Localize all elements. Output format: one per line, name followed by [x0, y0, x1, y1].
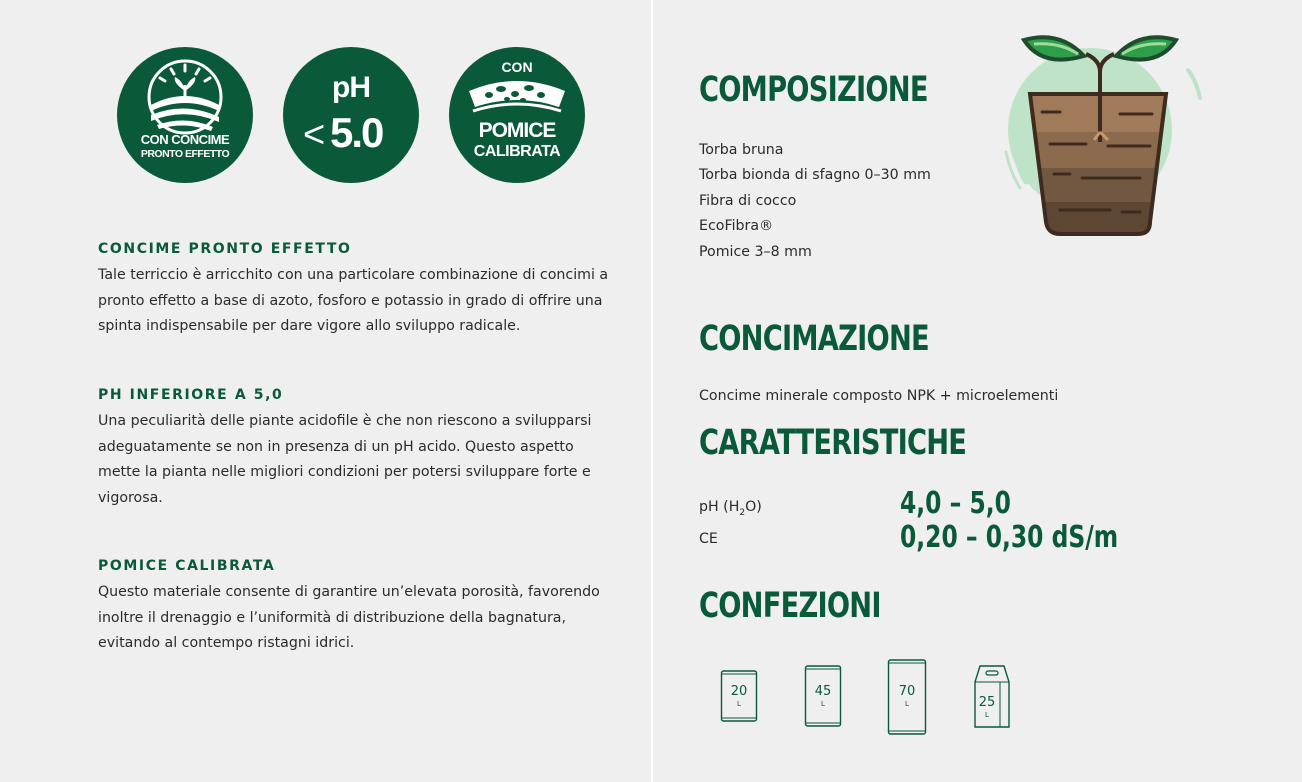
list-item: Fibra di cocco — [699, 192, 797, 209]
section-concime — [98, 241, 628, 340]
section-title: POMICE CALIBRATA — [98, 558, 276, 574]
ce-range-value: 0,20 – 0,30 dS/m — [900, 520, 1119, 555]
pomice-badge — [449, 47, 585, 183]
badge-calibrata-label: CALIBRATA — [473, 143, 561, 160]
section-ph — [98, 387, 608, 511]
concime-badge — [117, 47, 253, 183]
section-text: Una peculiarità delle piante acidofile è che non riescono a svilupparsi adeguatamente se non in presenza di un pH acido. Questo aspetto mette la pianta nelle migliori condizioni per potersi sviluppare forte e vigorosa. — [98, 413, 592, 506]
ph-label: pH — [332, 71, 370, 104]
ph-range-value: 4,0 – 5,0 — [900, 486, 1011, 521]
column-divider — [651, 0, 653, 782]
package-unit: L — [985, 711, 989, 719]
package-size: 70 — [898, 684, 916, 699]
composizione-heading: COMPOSIZIONE — [699, 70, 928, 110]
less-than-sign: < — [303, 114, 326, 156]
plant-pot-icon — [990, 32, 1210, 247]
pumice-stones-icon — [449, 75, 585, 125]
package-20l — [720, 668, 758, 724]
list-item: EcoFibra® — [699, 218, 774, 235]
ce-row-label: CE — [699, 531, 718, 547]
package-size: 20 — [730, 684, 748, 699]
badge-label-line1: CON CONCIME — [140, 132, 230, 147]
badge-label-line2: PRONTO EFFETTO — [140, 148, 230, 160]
package-size: 45 — [814, 684, 832, 699]
sun-field-icon — [117, 47, 253, 183]
list-item: Torba bionda di sfagno 0–30 mm — [699, 167, 931, 184]
list-item: Torba bruna — [699, 142, 784, 158]
ph-badge — [283, 47, 419, 183]
caratteristiche-heading: CARATTERISTICHE — [699, 423, 967, 463]
section-text: Tale terriccio è arricchito con una particolare combinazione di concimi a pronto effetto a base di azoto, fosforo e potassio in grado di offrire una spinta indispensabile per dare vigore allo sviluppo radicale. — [98, 267, 609, 335]
ph-row-label — [699, 499, 762, 518]
concimazione-heading: CONCIMAZIONE — [699, 319, 929, 359]
package-70l — [887, 658, 927, 736]
confezioni-heading: CONFEZIONI — [699, 586, 881, 626]
package-unit: L — [905, 700, 909, 708]
badge-con-label: CON — [501, 59, 533, 75]
package-size: 25 — [978, 695, 996, 710]
badge-pomice-label: POMICE — [478, 119, 556, 142]
ph-label-subscript: 2 — [739, 507, 746, 518]
section-title: CONCIME PRONTO EFFETTO — [98, 241, 352, 257]
composizione-list — [699, 138, 931, 265]
list-item: Pomice 3–8 mm — [699, 243, 812, 260]
section-text: Questo materiale consente di garantire un’elevata porosità, favorendo inoltre il drenaggio e l’uniformità di distribuzione della bagnatura, evitando al contempo ristagni idrici. — [98, 584, 600, 652]
ph-label-text: pH (H — [699, 499, 740, 515]
ph-label-text-end: O) — [745, 499, 762, 515]
ph-value: 5.0 — [330, 109, 383, 156]
package-25l — [972, 664, 1012, 730]
package-unit: L — [821, 700, 825, 708]
concimazione-text: Concime minerale composto NPK + microelementi — [699, 388, 1059, 404]
section-pomice — [98, 558, 608, 657]
package-45l — [804, 664, 842, 728]
package-unit: L — [737, 700, 741, 708]
section-title: PH INFERIORE A 5,0 — [98, 387, 284, 403]
